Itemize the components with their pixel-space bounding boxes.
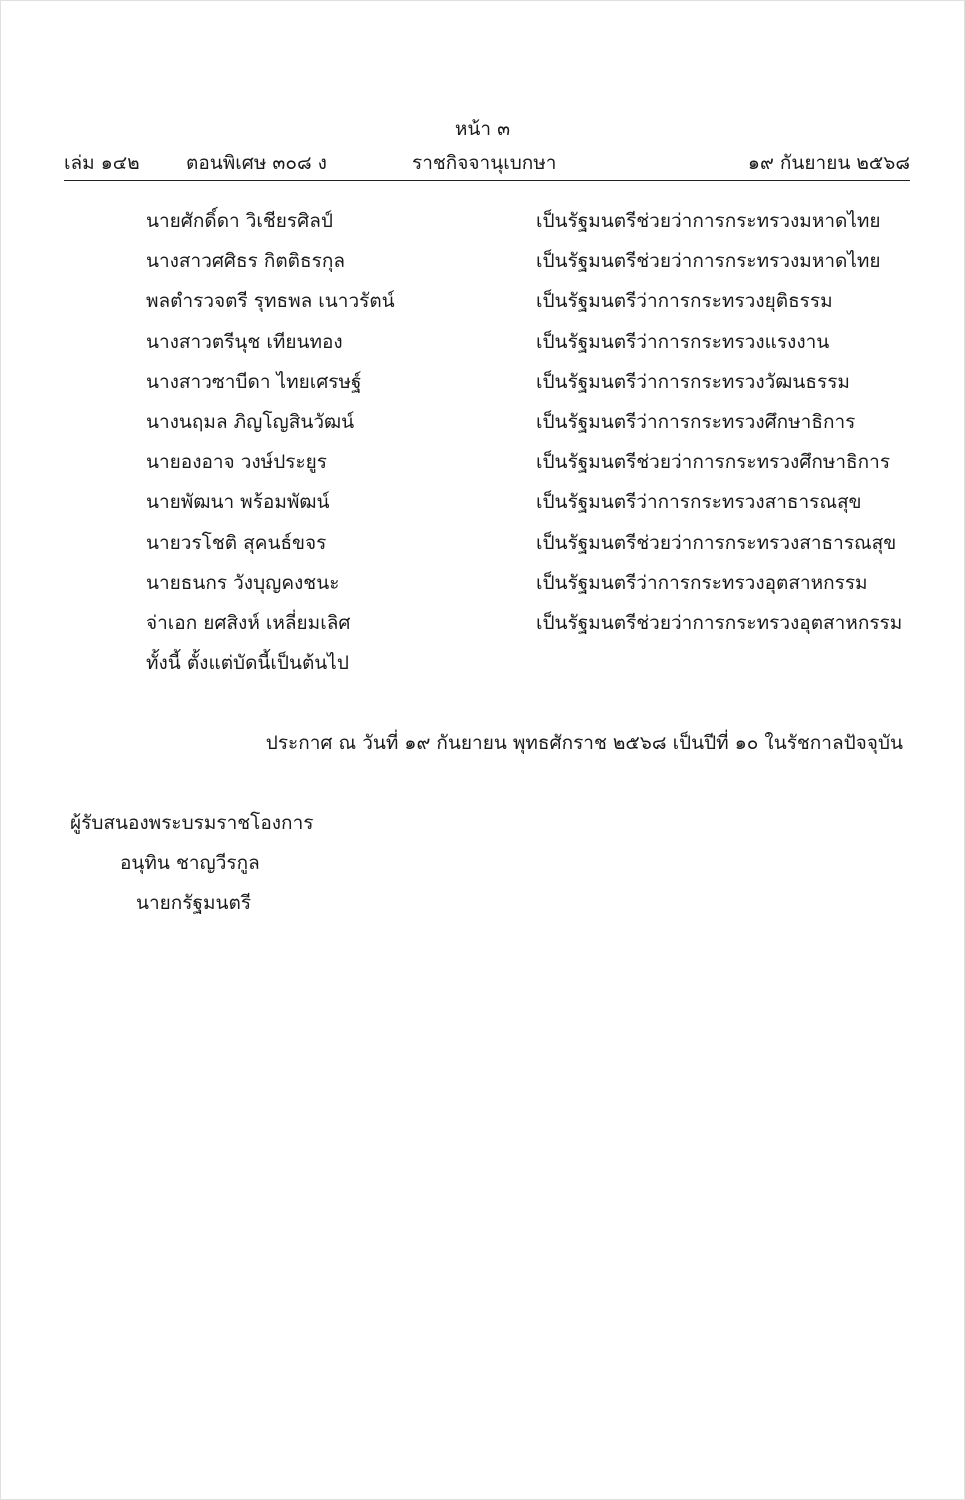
- issue-number: ตอนพิเศษ ๓๐๘ ง: [186, 152, 327, 174]
- appointed-position: เป็นรัฐมนตรีว่าการกระทรวงวัฒนธรรม: [536, 370, 850, 393]
- appointment-list: [0, 206, 965, 648]
- appointed-position: เป็นรัฐมนตรีว่าการกระทรวงอุตสาหกรรม: [536, 571, 868, 594]
- appointee-name: นางสาวศศิธร กิตติธรกุล: [146, 250, 345, 273]
- appointment-row: [0, 367, 965, 407]
- volume-number: เล่ม ๑๔๒: [64, 152, 140, 174]
- gazette-header: [64, 148, 910, 178]
- appointed-position: เป็นรัฐมนตรีช่วยว่าการกระทรวงอุตสาหกรรม: [536, 611, 903, 634]
- header-divider: [64, 180, 910, 181]
- appointee-name: นายศักดิ์ดา วิเชียรศิลป์: [146, 210, 333, 232]
- appointee-name: นางนฤมล ภิญโญสินวัฒน์: [146, 410, 355, 433]
- publication-date: ๑๙ กันยายน ๒๕๖๘: [747, 152, 910, 174]
- appointee-name: นางสาวตรีนุช เทียนทอง: [146, 330, 343, 353]
- appointment-row: [0, 286, 965, 326]
- appointed-position: เป็นรัฐมนตรีว่าการกระทรวงสาธารณสุข: [536, 491, 862, 514]
- appointed-position: เป็นรัฐมนตรีช่วยว่าการกระทรวงมหาดไทย: [536, 250, 881, 273]
- appointment-row: [0, 327, 965, 367]
- signer-name: อนุทิน ชาญวีรกูล: [120, 852, 260, 874]
- appointment-row: [0, 407, 965, 447]
- gazette-name: ราชกิจจานุเบกษา: [412, 152, 557, 174]
- appointee-name: นายองอาจ วงษ์ประยูร: [146, 451, 328, 474]
- appointee-name: นางสาวซาบีดา ไทยเศรษฐ์: [146, 370, 362, 393]
- appointed-position: เป็นรัฐมนตรีว่าการกระทรวงยุติธรรม: [536, 290, 833, 313]
- appointee-name: นายพัฒนา พร้อมพัฒน์: [146, 491, 330, 514]
- signer-position: นายกรัฐมนตรี: [136, 892, 252, 914]
- appointee-name: นายวรโชติ สุคนธ์ขจร: [146, 531, 327, 554]
- appointee-name: จ่าเอก ยศสิงห์ เหลี่ยมเลิศ: [146, 611, 351, 634]
- appointment-row: [0, 608, 965, 648]
- appointee-name: นายธนกร วังบุญคงชนะ: [146, 571, 340, 594]
- appointee-name: พลตำรวจตรี รุทธพล เนาวรัตน์: [146, 290, 395, 313]
- appointed-position: เป็นรัฐมนตรีว่าการกระทรวงศึกษาธิการ: [536, 410, 856, 433]
- countersign-title: ผู้รับสนองพระบรมราชโองการ: [70, 812, 314, 834]
- announcement-date: ประกาศ ณ วันที่ ๑๙ กันยายน พุทธศักราช ๒๕๖๘ เป็นปีที่ ๑๐ ในรัชกาลปัจจุบัน: [265, 732, 903, 754]
- appointment-row: [0, 246, 965, 286]
- page-number: หน้า ๓: [454, 118, 511, 140]
- appointment-row: [0, 568, 965, 608]
- appointed-position: เป็นรัฐมนตรีช่วยว่าการกระทรวงศึกษาธิการ: [536, 451, 891, 474]
- appointment-row: [0, 487, 965, 527]
- appointed-position: เป็นรัฐมนตรีช่วยว่าการกระทรวงสาธารณสุข: [536, 531, 897, 554]
- appointed-position: เป็นรัฐมนตรีว่าการกระทรวงแรงงาน: [536, 330, 830, 353]
- appointed-position: เป็นรัฐมนตรีช่วยว่าการกระทรวงมหาดไทย: [536, 210, 881, 232]
- appointment-row: [0, 206, 965, 246]
- effective-date-text: ทั้งนี้ ตั้งแต่บัดนี้เป็นต้นไป: [146, 652, 349, 674]
- appointment-row: [0, 528, 965, 568]
- appointment-row: [0, 447, 965, 487]
